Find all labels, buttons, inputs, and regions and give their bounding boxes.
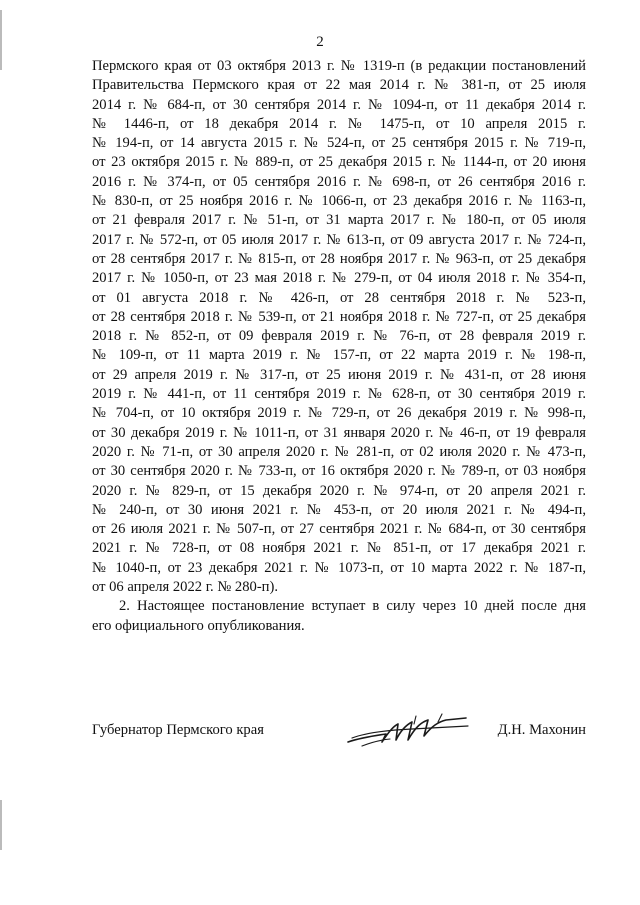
text-line: 2020 г. № 71-п, от 30 апреля 2020 г. № 281-п, от 02 июля 2020 г. № 473-п, (92, 443, 586, 460)
text-line: № 194-п, от 14 августа 2015 г. № 524-п, от 25 сентября 2015 г. № 719-п, (92, 135, 586, 152)
text-line: его официального опубликования. (92, 617, 305, 634)
signature-block (92, 712, 586, 752)
text-line: № 240-п, от 30 июня 2021 г. № 453-п, от 20 июля 2021 г. № 494-п, (92, 501, 586, 518)
scan-edge-mark (0, 10, 2, 70)
text-line: от 28 сентября 2018 г. № 539-п, от 21 ноября 2018 г. № 727-п, от 25 декабря (92, 308, 586, 325)
text-line: от 06 апреля 2022 г. № 280-п). (92, 579, 278, 596)
signer-title: Губернатор Пермского края (92, 722, 264, 738)
text-line: от 28 сентября 2017 г. № 815-п, от 28 ноября 2017 г. № 963-п, от 25 декабря (92, 250, 586, 267)
text-line: 2017 г. № 572-п, от 05 июля 2017 г. № 613-п, от 09 августа 2017 г. № 724-п, (92, 231, 586, 248)
text-line: от 29 апреля 2019 г. № 317-п, от 25 июня 2019 г. № 431-п, от 28 июня (92, 366, 586, 383)
text-line: № 1446-п, от 18 декабря 2014 г. № 1475-п, от 10 апреля 2015 г. (92, 115, 586, 132)
text-line: 2018 г. № 852-п, от 09 февраля 2019 г. № 76-п, от 28 февраля 2019 г. (92, 328, 586, 345)
text-line: 2020 г. № 829-п, от 15 декабря 2020 г. № 974-п, от 20 апреля 2021 г. (92, 482, 586, 499)
text-line: от 30 сентября 2020 г. № 733-п, от 16 октября 2020 г. № 789-п, от 03 ноября (92, 463, 586, 480)
text-line: от 21 февраля 2017 г. № 51-п, от 31 марта 2017 г. № 180-п, от 05 июля (92, 212, 586, 229)
text-line: от 30 декабря 2019 г. № 1011-п, от 31 января 2020 г. № 46-п, от 19 февраля (92, 424, 586, 441)
text-line: 2016 г. № 374-п, от 05 сентября 2016 г. № 698-п, от 26 сентября 2016 г. (92, 173, 586, 190)
text-line: Пермского края от 03 октября 2013 г. № 1319-п (в редакции постановлений (92, 58, 586, 74)
text-line: № 1040-п, от 23 декабря 2021 г. № 1073-п, от 10 марта 2022 г. № 187-п, (92, 559, 586, 576)
paragraph-2 (92, 597, 586, 636)
text-line: от 23 октября 2015 г. № 889-п, от 25 декабря 2015 г. № 1144-п, от 20 июня (92, 154, 586, 171)
text-line: № 704-п, от 10 октября 2019 г. № 729-п, от 26 декабря 2019 г. № 998-п, (92, 405, 586, 422)
paragraph-1 (92, 57, 586, 597)
text-line: от 26 июля 2021 г. № 507-п, от 27 сентября 2021 г. № 684-п, от 30 сентября (92, 521, 586, 538)
text-line: 2021 г. № 728-п, от 08 ноября 2021 г. № 851-п, от 17 декабря 2021 г. (92, 540, 586, 557)
text-line: 2. Настоящее постановление вступает в силу через 10 дней после дня (119, 598, 586, 615)
scan-edge-mark (0, 800, 2, 850)
text-line: Правительства Пермского края от 22 мая 2014 г. № 381-п, от 25 июля (92, 77, 586, 94)
handwritten-signature-icon (342, 712, 472, 752)
text-line: № 830-п, от 25 ноября 2016 г. № 1066-п, от 23 декабря 2016 г. № 1163-п, (92, 193, 586, 210)
text-line: 2017 г. № 1050-п, от 23 мая 2018 г. № 279-п, от 04 июля 2018 г. № 354-п, (92, 270, 586, 287)
signer-name: Д.Н. Махонин (497, 722, 586, 738)
text-line: № 109-п, от 11 марта 2019 г. № 157-п, от 22 марта 2019 г. № 198-п, (92, 347, 586, 364)
page-number: 2 (316, 34, 324, 50)
document-body (92, 57, 586, 636)
text-line: 2014 г. № 684-п, от 30 сентября 2014 г. № 1094-п, от 11 декабря 2014 г. (92, 96, 586, 113)
text-line: 2019 г. № 441-п, от 11 сентября 2019 г. № 628-п, от 30 сентября 2019 г. (92, 386, 586, 403)
text-line: от 01 августа 2018 г. № 426-п, от 28 сентября 2018 г. № 523-п, (92, 289, 586, 306)
